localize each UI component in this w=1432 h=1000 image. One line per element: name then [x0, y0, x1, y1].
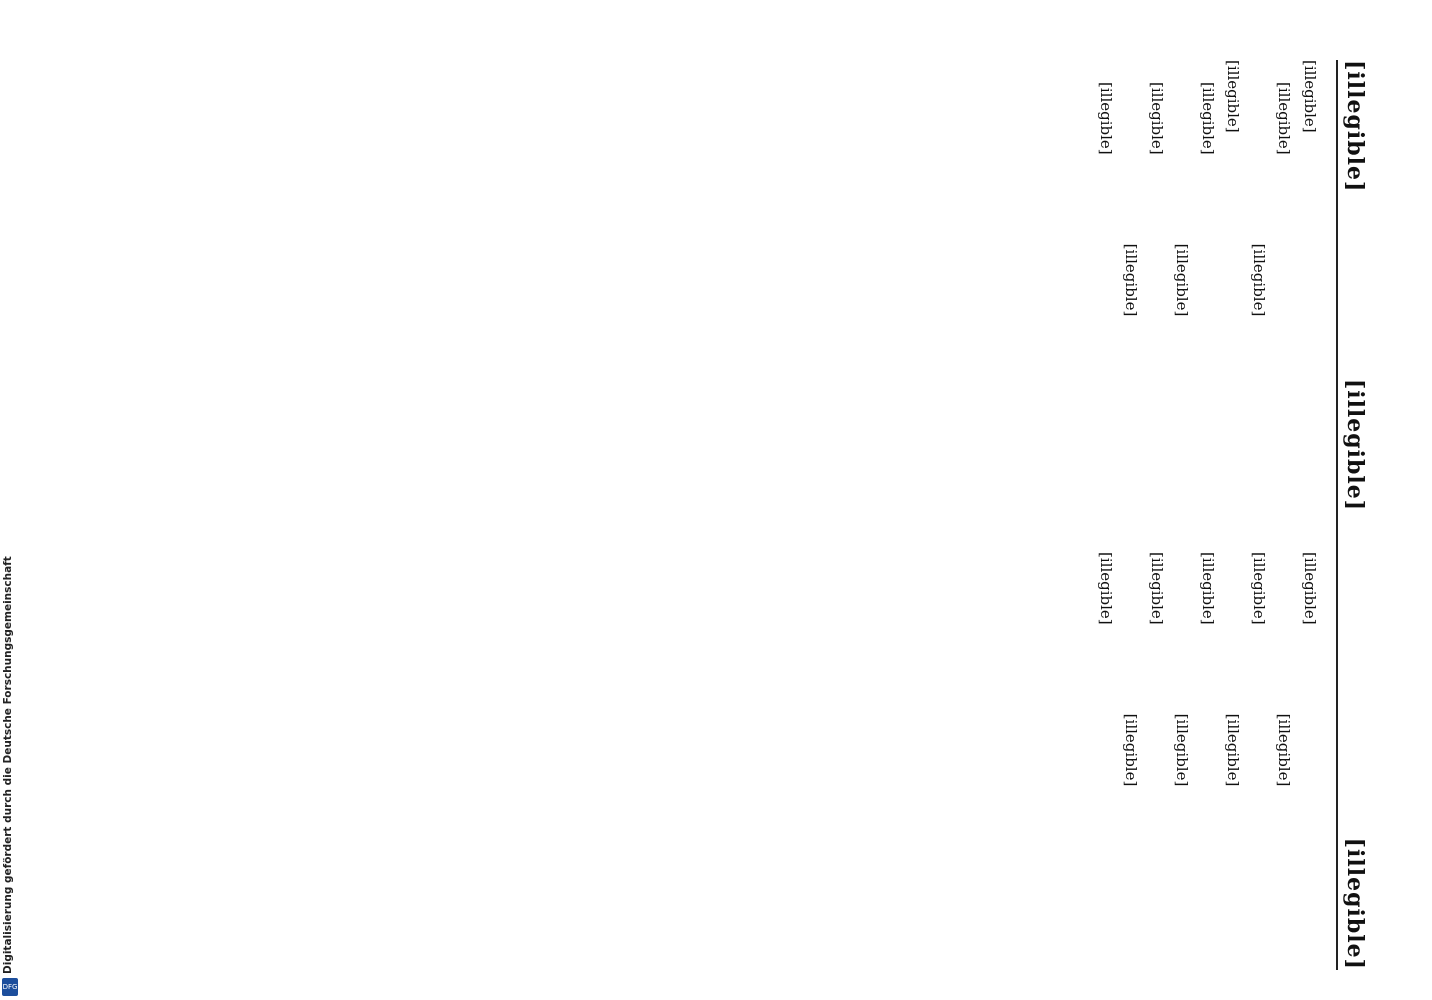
centered-line: [illegible]	[1173, 243, 1192, 317]
header-date: [illegible]	[1342, 378, 1368, 512]
page-number: [illegible]	[1342, 837, 1368, 970]
digitization-credit: Digitalisierung gefördert durch die Deutsche Forschungsgemeinschaft	[2, 556, 14, 974]
text-column-right	[20, 530, 1322, 970]
centered-line: [illegible]	[1122, 243, 1141, 317]
paragraph: [illegible]	[1301, 552, 1319, 625]
paragraph: [illegible]	[1199, 552, 1217, 625]
centered-line: [illegible]	[1275, 713, 1294, 787]
paragraph: [illegible]	[1148, 82, 1166, 155]
paragraph: [illegible]	[1097, 82, 1115, 155]
centered-line: [illegible]	[1122, 713, 1141, 787]
centered-line: [illegible]	[1173, 713, 1192, 787]
page-header	[1336, 60, 1382, 970]
dfg-logo: DFG	[2, 978, 18, 996]
paragraph: [illegible]	[1250, 552, 1268, 625]
section-marker: [illegible]	[1224, 60, 1243, 133]
centered-line: [illegible]	[1250, 243, 1268, 317]
paragraph: [illegible]	[1199, 82, 1217, 155]
text-column-left	[20, 60, 1322, 500]
header-title: [illegible]	[1342, 60, 1368, 193]
section-marker: [illegible]	[1301, 60, 1319, 133]
paragraph: [illegible]	[1275, 82, 1294, 155]
centered-line: [illegible]	[1224, 713, 1243, 787]
paragraph: [illegible]	[1148, 552, 1166, 625]
digitization-footer	[0, 556, 20, 1000]
paragraph: [illegible]	[1097, 552, 1115, 625]
